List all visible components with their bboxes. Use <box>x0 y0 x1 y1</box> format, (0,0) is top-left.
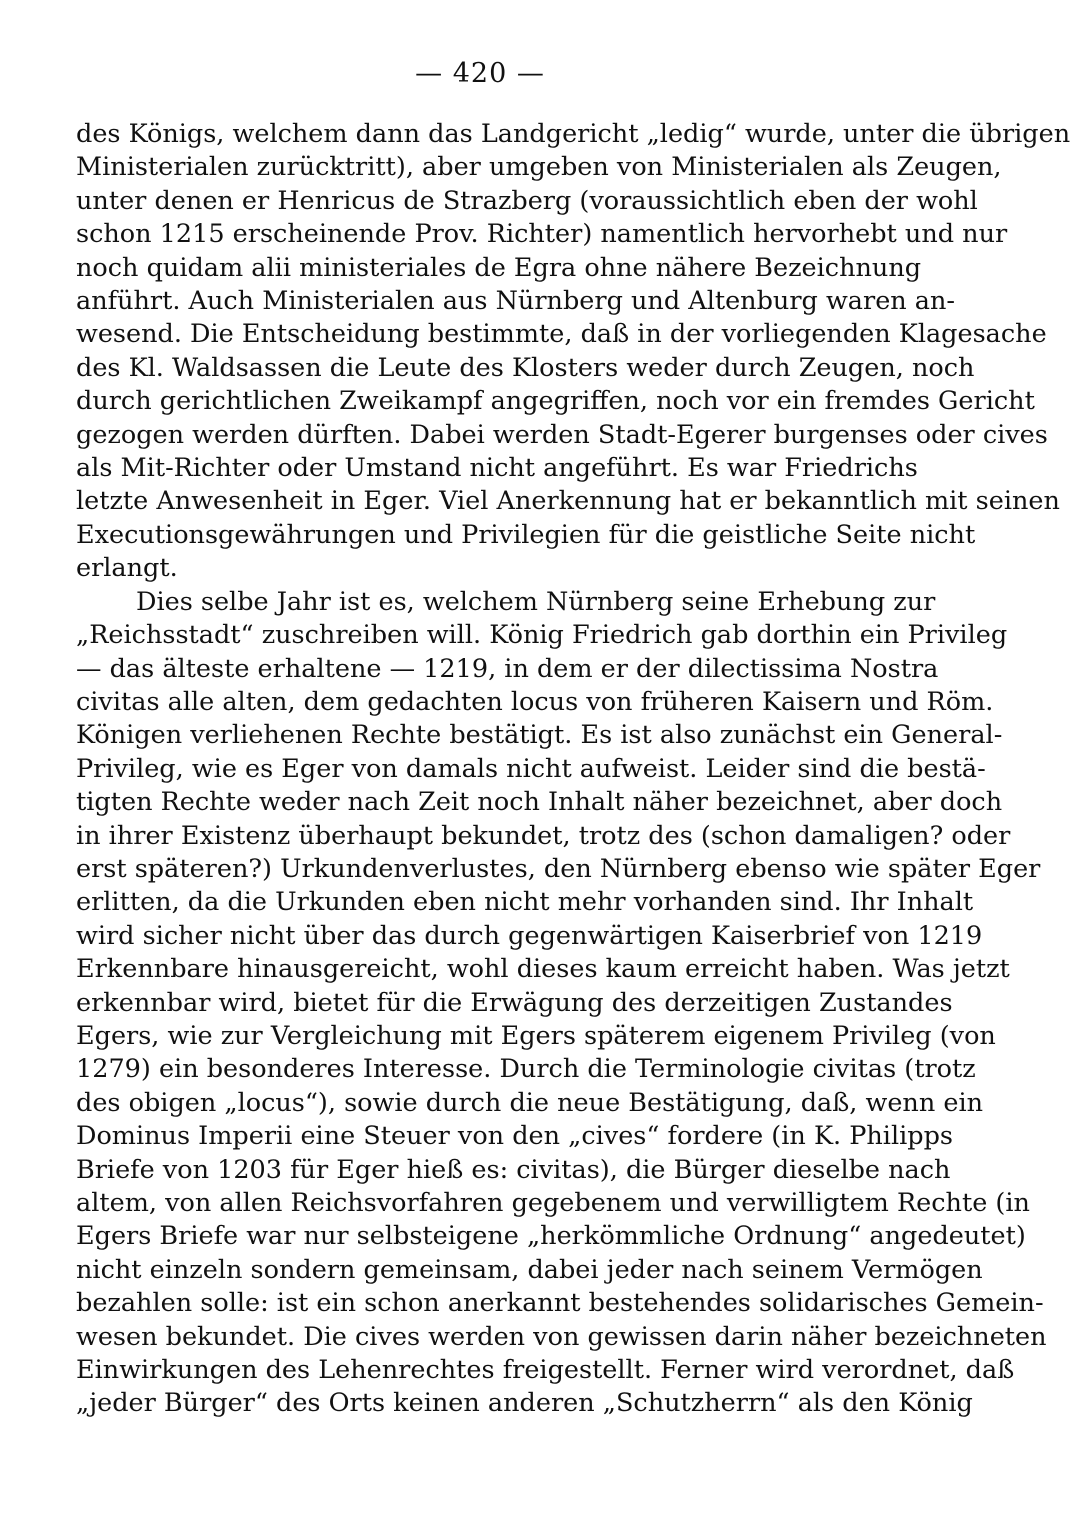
text-line: Egers, wie zur Vergleichung mit Egers späterem eigenem Privileg (von <box>76 1020 996 1051</box>
text-line: schon 1215 erscheinende Prov. Richter) namentlich hervorhebt und nur <box>76 219 1008 250</box>
text-line: tigten Rechte weder nach Zeit noch Inhalt näher bezeichnet, aber doch <box>76 787 1003 818</box>
text-line: Königen verliehenen Rechte bestätigt. Es ist also zunächst ein General- <box>76 720 1003 751</box>
text-line: noch quidam alii ministeriales de Egra ohne nähere Bezeichnung <box>76 252 922 283</box>
text-line: Ministerialen zurücktritt), aber umgeben von Ministerialen als Zeugen, <box>76 152 1002 183</box>
text-line: erkennbar wird, bietet für die Erwägung des derzeitigen Zustandes <box>76 987 953 1018</box>
text-line: Egers Briefe war nur selbsteigene „herkömmliche Ordnung“ angedeutet) <box>76 1221 1026 1252</box>
text-line: anführt. Auch Ministerialen aus Nürnberg und Altenburg waren an- <box>76 286 956 317</box>
page-number: — 420 — <box>415 58 545 89</box>
text-line: Privileg, wie es Eger von damals nicht aufweist. Leider sind die bestä- <box>76 753 986 784</box>
text-line: „jeder Bürger“ des Orts keinen anderen „Schutzherrn“ als den König <box>76 1388 973 1419</box>
text-line: des obigen „locus“), sowie durch die neue Bestätigung, daß, wenn ein <box>76 1087 984 1118</box>
text-line: als Mit-Richter oder Umstand nicht angeführt. Es war Friedrichs <box>76 453 918 484</box>
text-line: bezahlen solle: ist ein schon anerkannt bestehendes solidarisches Gemein- <box>76 1288 1044 1319</box>
text-line: wird sicher nicht über das durch gegenwärtigen Kaiserbrief von 1219 <box>76 920 983 951</box>
text-line: Executionsgewährungen und Privilegien für die geistliche Seite nicht <box>76 519 976 550</box>
text-line: wesen bekundet. Die cives werden von gewissen darin näher bezeichneten <box>76 1321 1047 1352</box>
text-line: 1279) ein besonderes Interesse. Durch die Terminologie civitas (trotz <box>76 1054 976 1085</box>
text-line: Briefe von 1203 für Eger hieß es: civitas), die Bürger dieselbe nach <box>76 1154 951 1185</box>
text-line: Dies selbe Jahr ist es, welchem Nürnberg seine Erhebung zur <box>136 586 936 617</box>
text-line: Dominus Imperii eine Steuer von den „cives“ fordere (in K. Philipps <box>76 1121 953 1152</box>
text-line: Erkennbare hinausgereicht, wohl dieses kaum erreicht haben. Was jetzt <box>76 954 1010 985</box>
text-line: civitas alle alten, dem gedachten locus von früheren Kaisern und Röm. <box>76 686 994 717</box>
text-line: Einwirkungen des Lehenrechtes freigestellt. Ferner wird verordnet, daß <box>76 1355 1015 1386</box>
text-line: gezogen werden dürften. Dabei werden Stadt-Egerer burgenses oder cives <box>76 419 1048 450</box>
text-line: nicht einzeln sondern gemeinsam, dabei jeder nach seinem Vermögen <box>76 1254 983 1285</box>
text-line: in ihrer Existenz überhaupt bekundet, trotz des (schon damaligen? oder <box>76 820 1011 851</box>
text-line: letzte Anwesenheit in Eger. Viel Anerkennung hat er bekanntlich mit seinen <box>76 486 1060 517</box>
text-line: unter denen er Henricus de Strazberg (voraussichtlich eben der wohl <box>76 185 978 216</box>
text-line: erlitten, da die Urkunden eben nicht mehr vorhanden sind. Ihr Inhalt <box>76 887 974 918</box>
body-text <box>76 118 1070 1421</box>
text-line: des Kl. Waldsassen die Leute des Klosters weder durch Zeugen, noch <box>76 352 975 383</box>
text-line: wesend. Die Entscheidung bestimmte, daß in der vorliegenden Klagesache <box>76 319 1047 350</box>
text-line: — das älteste erhaltene — 1219, in dem er der dilectissima Nostra <box>76 653 939 684</box>
text-line: erlangt. <box>76 553 178 584</box>
text-line: erst späteren?) Urkundenverlustes, den Nürnberg ebenso wie später Eger <box>76 853 1041 884</box>
text-line: altem, von allen Reichsvorfahren gegebenem und verwilligtem Rechte (in <box>76 1188 1030 1218</box>
text-line: „Reichsstadt“ zuschreiben will. König Friedrich gab dorthin ein Privileg <box>76 620 1008 651</box>
text-line: durch gerichtlichen Zweikampf angegriffen, noch vor ein fremdes Gericht <box>76 386 1035 417</box>
text-line: des Königs, welchem dann das Landgericht „ledig“ wurde, unter die übrigen <box>76 119 1070 149</box>
